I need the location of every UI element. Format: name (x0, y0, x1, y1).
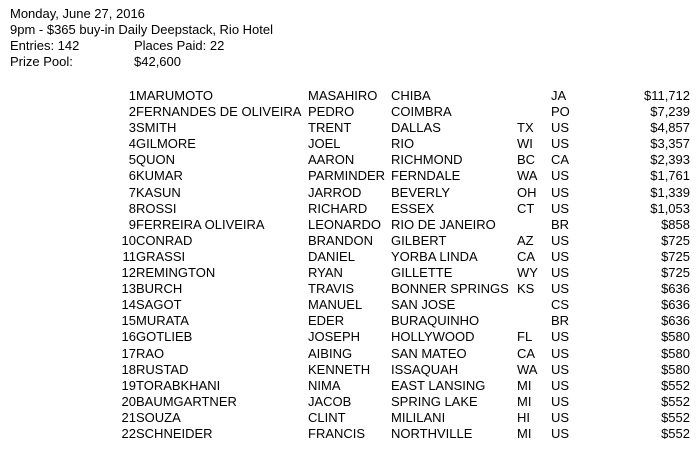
cell-state: WY (517, 265, 538, 281)
cell-state: WA (517, 168, 538, 184)
cell-state: CA (517, 248, 536, 264)
cell-last-name: SOUZA (136, 409, 181, 425)
cell-first-name: CLINT (308, 409, 346, 425)
cell-last-name: SMITH (136, 120, 177, 136)
cell-payout: $552 (661, 377, 690, 393)
cell-first-name: TRAVIS (308, 281, 354, 297)
table-row (0, 88, 690, 104)
cell-first-name: KENNETH (308, 361, 371, 377)
cell-rank: 10 (121, 232, 136, 248)
cell-payout: $4,857 (650, 120, 690, 136)
cell-city: ESSEX (391, 200, 435, 216)
cell-state: MI (517, 425, 532, 441)
cell-city: CHIBA (391, 88, 431, 103)
cell-country: US (551, 265, 570, 281)
cell-city: YORBA LINDA (391, 248, 478, 264)
cell-last-name: RUSTAD (136, 361, 189, 377)
cell-country: US (551, 393, 570, 409)
cell-payout: $2,393 (650, 152, 690, 168)
cell-country: US (551, 425, 570, 441)
cell-country: US (551, 184, 570, 200)
cell-state (517, 88, 551, 104)
cell-payout: $636 (661, 281, 690, 297)
table-row (0, 378, 690, 394)
table-row (0, 297, 690, 313)
cell-country: US (551, 200, 570, 216)
table-row (0, 168, 690, 184)
cell-state: FL (517, 329, 533, 345)
cell-payout: $580 (661, 329, 690, 345)
cell-rank: 14 (121, 297, 136, 313)
cell-city: RIO (391, 136, 415, 152)
cell-state: BC (517, 152, 536, 168)
cell-country: US (551, 329, 570, 345)
cell-last-name: TORABKHANI (136, 377, 221, 393)
cell-country: CS (551, 297, 570, 313)
cell-state: HI (517, 409, 530, 425)
table-row (0, 152, 690, 168)
cell-rank: 20 (121, 393, 136, 409)
prize-pool-value: $42,600 (134, 54, 181, 69)
cell-city: BURAQUINHO (391, 313, 480, 329)
cell-state: WA (517, 361, 538, 377)
cell-last-name: GILMORE (136, 136, 196, 152)
table-row (0, 346, 690, 362)
table-row (0, 136, 690, 152)
cell-rank: 16 (121, 329, 136, 345)
cell-last-name: GRASSI (136, 248, 186, 264)
cell-rank: 19 (121, 377, 136, 393)
prize-pool-row (10, 54, 690, 70)
cell-payout: $552 (661, 425, 690, 441)
cell-state (517, 313, 551, 329)
cell-payout: $725 (661, 265, 690, 281)
cell-last-name: MURATA (136, 313, 189, 329)
tournament-event-description: 9pm - $365 buy-in Daily Deepstack, Rio Hotel (10, 22, 274, 37)
cell-first-name: JOSEPH (308, 329, 361, 345)
cell-rank: 11 (122, 248, 136, 264)
table-row (0, 104, 690, 120)
table-row (0, 233, 690, 249)
table-row (0, 394, 690, 410)
cell-payout: $580 (661, 345, 690, 361)
cell-first-name: RYAN (308, 265, 343, 281)
entries-row (10, 38, 690, 54)
cell-first-name: PEDRO (308, 104, 355, 120)
cell-country: JA (551, 88, 567, 103)
cell-city: ISSAQUAH (391, 361, 459, 377)
cell-first-name: JOEL (308, 136, 341, 152)
cell-city: COIMBRA (391, 104, 452, 120)
cell-last-name: QUON (136, 152, 175, 168)
cell-country: US (551, 136, 570, 152)
cell-city: BONNER SPRINGS (391, 281, 509, 297)
cell-state (517, 217, 551, 233)
cell-last-name: FERREIRA OLIVEIRA (136, 216, 265, 232)
table-row (0, 362, 690, 378)
cell-country: US (551, 377, 570, 393)
cell-first-name: DANIEL (308, 248, 355, 264)
cell-rank: 17 (121, 345, 136, 361)
cell-first-name: BRANDON (308, 232, 374, 248)
cell-last-name: BURCH (136, 281, 183, 297)
cell-rank: 21 (121, 409, 136, 425)
cell-country: US (551, 361, 570, 377)
cell-last-name: REMINGTON (136, 265, 216, 281)
cell-first-name: JARROD (308, 184, 362, 200)
cell-payout: $1,761 (650, 168, 690, 184)
cell-payout: $636 (661, 313, 690, 329)
table-row (0, 426, 690, 442)
cell-country: US (551, 232, 570, 248)
cell-state (517, 297, 551, 313)
cell-rank: 13 (121, 281, 136, 297)
table-row (0, 249, 690, 265)
cell-state: MI (517, 393, 532, 409)
cell-state: OH (517, 184, 537, 200)
cell-state: KS (517, 281, 535, 297)
cell-payout: $552 (661, 393, 690, 409)
cell-last-name: SAGOT (136, 297, 182, 313)
cell-payout: $580 (661, 361, 690, 377)
cell-city: SAN JOSE (391, 297, 456, 313)
table-row (0, 217, 690, 233)
table-row (0, 265, 690, 281)
cell-first-name: EDER (308, 313, 345, 329)
cell-city: DALLAS (391, 120, 441, 136)
cell-last-name: FERNANDES DE OLIVEIRA (136, 104, 302, 120)
payouts-table (0, 88, 690, 442)
cell-first-name: TRENT (308, 120, 352, 136)
cell-payout: $552 (661, 409, 690, 425)
cell-city: BEVERLY (391, 184, 451, 200)
cell-first-name: AIBING (308, 345, 353, 361)
prize-pool-label: Prize Pool: (10, 54, 73, 69)
cell-state: CT (517, 200, 535, 216)
cell-city: RIO DE JANEIRO (391, 216, 496, 232)
table-row (0, 313, 690, 329)
cell-country: US (551, 120, 570, 136)
cell-country: US (551, 168, 570, 184)
cell-city: MILILANI (391, 409, 446, 425)
cell-last-name: KASUN (136, 184, 181, 200)
table-row (0, 281, 690, 297)
table-row (0, 329, 690, 345)
cell-state: AZ (517, 232, 534, 248)
cell-first-name: MANUEL (308, 297, 363, 313)
cell-state: CA (517, 345, 536, 361)
cell-rank: 5 (128, 152, 136, 168)
cell-city: NORTHVILLE (391, 425, 473, 441)
cell-rank: 3 (128, 120, 136, 136)
tournament-header (10, 6, 690, 70)
cell-payout: $1,339 (650, 184, 690, 200)
payouts-table-body (0, 88, 690, 442)
cell-last-name: BAUMGARTNER (136, 393, 237, 409)
cell-payout: $858 (661, 216, 690, 232)
cell-first-name: MASAHIRO (308, 88, 378, 103)
cell-first-name: LEONARDO (308, 216, 381, 232)
cell-first-name: JACOB (308, 393, 352, 409)
cell-first-name: NIMA (308, 377, 341, 393)
cell-country: CA (551, 152, 570, 168)
cell-last-name: GOTLIEB (136, 329, 193, 345)
cell-city: GILLETTE (391, 265, 453, 281)
tournament-date: Monday, June 27, 2016 (10, 6, 145, 21)
cell-country: US (551, 248, 570, 264)
cell-city: SPRING LAKE (391, 393, 478, 409)
table-row (0, 120, 690, 136)
cell-country: BR (551, 313, 570, 329)
cell-last-name: SCHNEIDER (136, 425, 213, 441)
cell-rank: 4 (128, 136, 136, 152)
cell-city: FERNDALE (391, 168, 461, 184)
cell-first-name: RICHARD (308, 200, 368, 216)
cell-last-name: KUMAR (136, 168, 183, 184)
cell-payout: $1,053 (650, 200, 690, 216)
cell-city: GILBERT (391, 232, 447, 248)
cell-state: MI (517, 377, 532, 393)
cell-country: US (551, 345, 570, 361)
cell-rank: 9 (128, 216, 136, 232)
payouts-table-wrapper (0, 88, 700, 442)
cell-rank: 22 (121, 425, 136, 441)
cell-last-name: ROSSI (136, 200, 177, 216)
cell-rank: 7 (128, 184, 136, 200)
cell-payout: $636 (661, 297, 690, 313)
cell-rank: 15 (121, 313, 136, 329)
cell-last-name: RAO (136, 345, 165, 361)
cell-state: WI (517, 136, 533, 152)
cell-state: TX (517, 120, 534, 136)
cell-rank: 2 (128, 104, 136, 120)
cell-payout: $7,239 (650, 104, 690, 120)
table-row (0, 410, 690, 426)
cell-first-name: PARMINDER (308, 168, 386, 184)
cell-country: US (551, 409, 570, 425)
places-paid-label: Places Paid: 22 (134, 38, 225, 53)
cell-rank: 6 (128, 168, 136, 184)
cell-payout: $3,357 (650, 136, 690, 152)
cell-payout: $11,712 (643, 88, 690, 103)
cell-payout: $725 (661, 232, 690, 248)
cell-city: HOLLYWOOD (391, 329, 475, 345)
entries-label: Entries: 142 (10, 38, 80, 53)
cell-rank: 18 (121, 361, 136, 377)
cell-first-name: AARON (308, 152, 355, 168)
cell-city: EAST LANSING (391, 377, 486, 393)
cell-last-name: MARUMOTO (136, 88, 214, 103)
cell-rank: 1 (128, 88, 136, 103)
cell-country: PO (551, 104, 570, 120)
table-row (0, 201, 690, 217)
cell-first-name: FRANCIS (308, 425, 366, 441)
cell-state (517, 104, 551, 120)
cell-rank: 12 (121, 265, 136, 281)
cell-country: US (551, 281, 570, 297)
cell-country: BR (551, 216, 570, 232)
cell-rank: 8 (128, 200, 136, 216)
cell-city: SAN MATEO (391, 345, 467, 361)
cell-last-name: CONRAD (136, 232, 193, 248)
table-row (0, 185, 690, 201)
cell-payout: $725 (661, 248, 690, 264)
cell-city: RICHMOND (391, 152, 463, 168)
